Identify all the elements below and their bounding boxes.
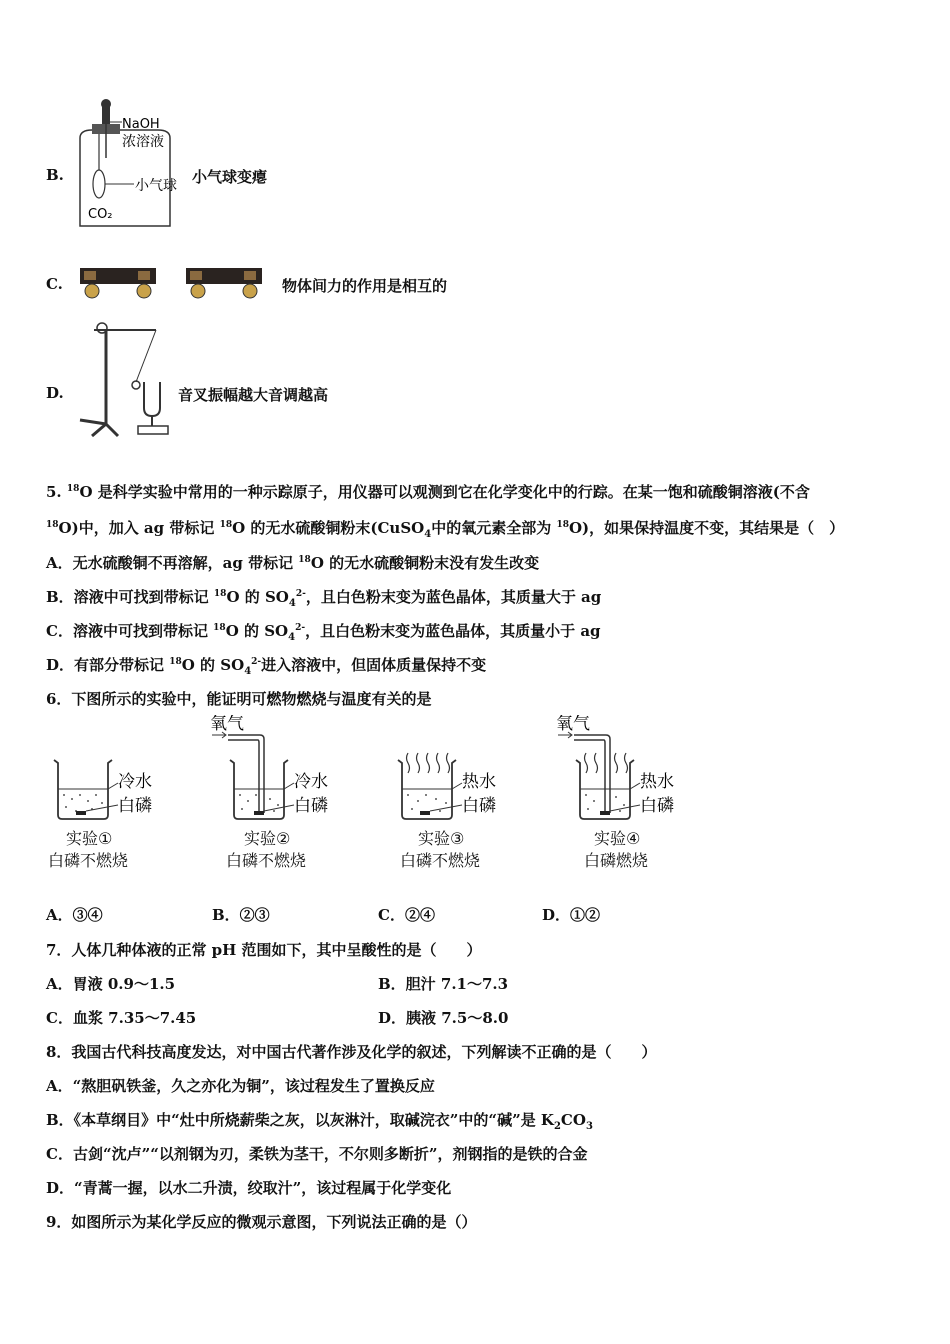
q8-option-c: C．古剑“沈卢”“以剂钢为刃，柔铁为茎干，不尔则多断折”，剂钢指的是铁的合金	[46, 1145, 588, 1163]
experiment-2-figure	[208, 715, 348, 825]
q8-option-d: D．“青蒿一握，以水二升渍，绞取汁”，该过程属于化学变化	[46, 1179, 452, 1197]
q5-option-a: A．无水硫酸铜不再溶解，ag 带标记 $^{18}$O 的无水硫酸铜粉末没有发生改变	[46, 554, 540, 572]
option-c-letter: C.	[46, 275, 63, 293]
exp1-water-label: 冷水	[118, 772, 152, 792]
q6-option-d: D．①②	[542, 906, 601, 924]
tuning-fork-figure	[72, 320, 180, 440]
q5-stem-line-1: 5. $^{18}$O 是科学实验中常用的一种示踪原子，用仪器可以观测到它在化学变化中的行踪。在某一饱和硫酸铜溶液(不含	[46, 483, 810, 501]
q5-option-c: C．溶液中可找到带标记 $^{18}$O 的 $SO_4^{2-}$，且白色粉末变为蓝色晶体，其质量小于 ag	[46, 622, 601, 643]
exp3-phosphorus-label: 白磷	[462, 796, 496, 816]
q8-stem: 8．我国古代科技高度发达，对中国古代著作涉及化学的叙述，下列解读不正确的是（ ）	[46, 1043, 657, 1061]
q8-option-a: A．“熬胆矾铁釜，久之亦化为铜”，该过程发生了置换反应	[46, 1077, 435, 1095]
q6-option-c: C．②④	[378, 906, 435, 924]
exp3-result: 白磷不燃烧	[400, 851, 481, 870]
exp2-water-label: 冷水	[294, 772, 328, 792]
q7-option-a: A．胃液 0.9～1.5	[46, 975, 176, 993]
experiment-1-figure	[46, 715, 176, 825]
exp2-phosphorus-label: 白磷	[294, 796, 328, 816]
experiment-3-figure	[396, 715, 526, 825]
option-c-text: 物体间力的作用是相互的	[282, 277, 448, 295]
q7-stem: 7．人体几种体液的正常 pH 范围如下，其中呈酸性的是（ ）	[46, 941, 482, 959]
q5-option-b: B．溶液中可找到带标记 $^{18}$O 的 $SO_4^{2-}$，且白色粉末变为蓝色晶体，其质量大于 ag	[46, 588, 602, 609]
solution-label: 浓溶液	[122, 134, 164, 150]
option-d-letter: D.	[46, 384, 64, 402]
option-b-text: 小气球变瘪	[192, 168, 268, 186]
cart-1-icon	[80, 268, 156, 298]
exp1-phosphorus-label: 白磷	[118, 796, 152, 816]
q7-option-d: D．胰液 7.5～8.0	[378, 1009, 509, 1027]
exp4-name: 实验④	[594, 829, 641, 848]
exp2-oxygen-label: 氧气	[210, 715, 244, 734]
exp4-oxygen-label: 氧气	[556, 715, 590, 734]
q6-option-b: B．②③	[212, 906, 270, 924]
balloon-label: 小气球	[135, 178, 177, 194]
option-b-letter: B.	[46, 166, 64, 184]
exp1-name: 实验①	[66, 829, 113, 848]
exp3-name: 实验③	[418, 829, 465, 848]
experiment-4-figure	[554, 715, 694, 825]
co2-label: CO₂	[88, 207, 113, 222]
q8-option-b: B．《本草纲目》中“灶中所烧薪柴之灰，以灰淋汁，取碱浣衣”中的“碱”是 $K_2CO_3$	[46, 1111, 593, 1132]
exp4-result: 白磷燃烧	[584, 851, 649, 870]
q5-option-d: D．有部分带标记 $^{18}$O 的 $SO_4^{2-}$进入溶液中，但固体质量保持不变	[46, 656, 487, 677]
q6-stem: 6．下图所示的实验中，能证明可燃物燃烧与温度有关的是	[46, 690, 432, 708]
q5-stem-line-2: $^{18}$O)中，加入 ag 带标记 $^{18}$O 的无水硫酸铜粉末(CuSO$_4$中的氧元素全部为 $^{18}$O)，如果保持温度不变，其结果是（ ）	[46, 519, 845, 540]
magnet-carts-figure	[78, 262, 274, 302]
exp2-result: 白磷不燃烧	[226, 851, 307, 870]
option-d-text: 音叉振幅越大音调越高	[178, 386, 329, 404]
q9-stem: 9．如图所示为某化学反应的微观示意图，下列说法正确的是（）	[46, 1213, 477, 1231]
co2-balloon-figure	[72, 98, 192, 230]
exp1-result: 白磷不燃烧	[48, 851, 129, 870]
cart-2-icon	[186, 268, 262, 298]
exp4-water-label: 热水	[640, 772, 674, 792]
exp3-water-label: 热水	[462, 772, 496, 792]
exp2-name: 实验②	[244, 829, 291, 848]
q6-option-a: A．③④	[46, 906, 103, 924]
exp4-phosphorus-label: 白磷	[640, 796, 674, 816]
naoh-label: NaOH	[122, 117, 160, 132]
q7-option-c: C．血浆 7.35～7.45	[46, 1009, 197, 1027]
q7-option-b: B．胆汁 7.1～7.3	[378, 975, 509, 993]
